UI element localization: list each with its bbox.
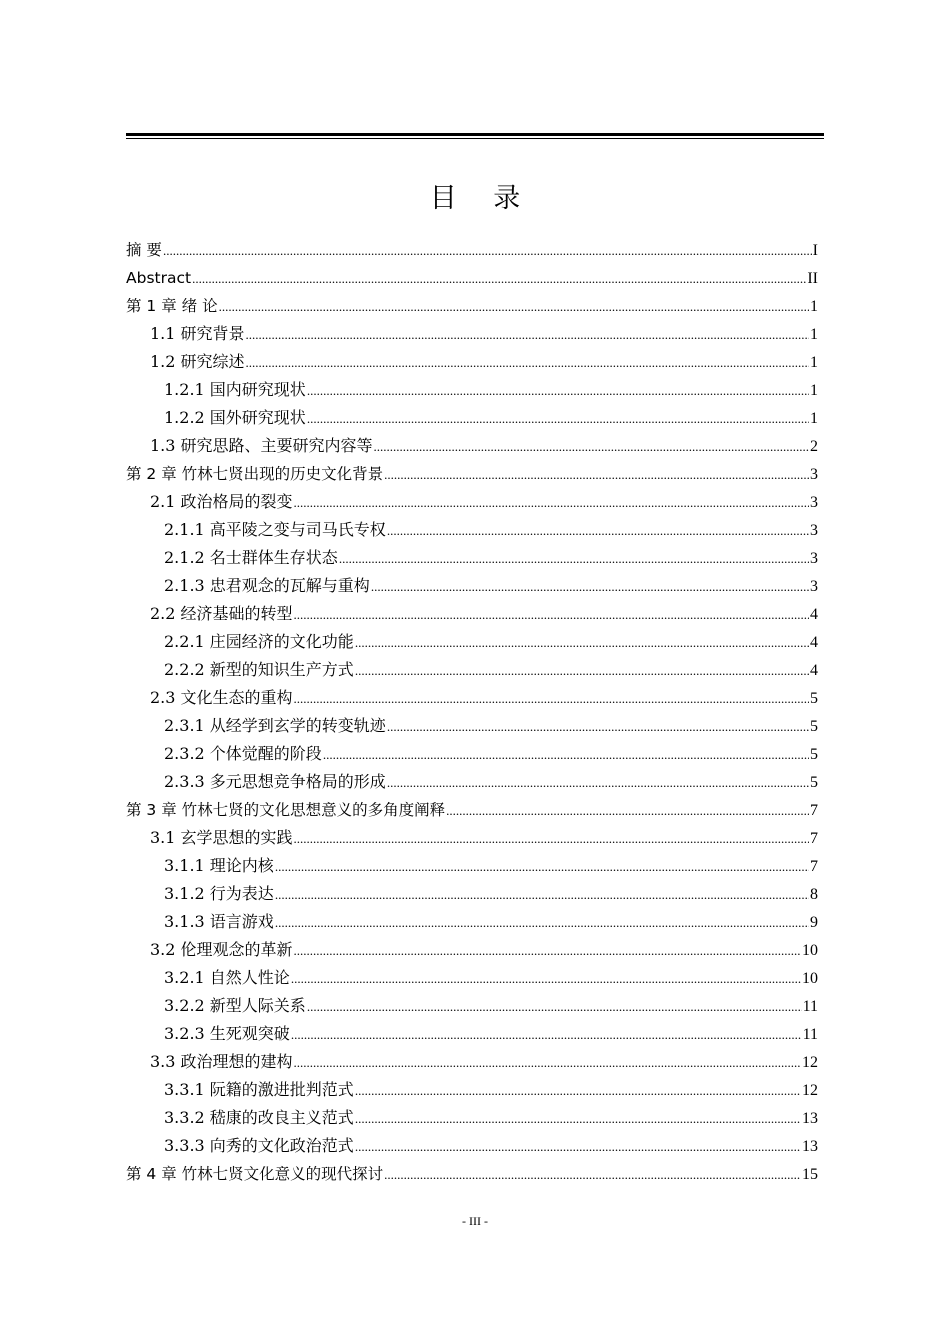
toc-entry-label: 2.1.3 忠君观念的瓦解与重构 [164, 576, 370, 595]
toc-entry[interactable] [126, 712, 818, 740]
toc-entry-page: 1 [810, 382, 818, 399]
toc-entry-label: 1.2.2 国外研究现状 [164, 408, 306, 427]
toc-entry-page: 11 [802, 998, 818, 1015]
toc-entry[interactable] [126, 292, 818, 320]
toc-entry-label: 2.3.3 多元思想竞争格局的形成 [164, 772, 386, 791]
toc-entry[interactable] [126, 348, 818, 376]
toc-entry-label: 3.2 伦理观念的革新 [150, 940, 293, 959]
toc-entry-page: 1 [810, 410, 818, 427]
toc-entry[interactable] [126, 1132, 818, 1160]
header-rule-thick [126, 133, 824, 136]
toc-entry-label: 1.1 研究背景 [150, 324, 245, 343]
toc-entry-page: 1 [810, 354, 818, 371]
toc-leader-dots [446, 797, 809, 825]
toc-leader-dots [246, 349, 809, 377]
toc-entry-page: 2 [810, 438, 818, 455]
toc-leader-dots [355, 1105, 801, 1133]
toc-entry-page: 7 [810, 830, 818, 847]
toc-leader-dots [355, 657, 809, 685]
toc-entry-page: 3 [810, 550, 818, 567]
toc-entry-label: 2.3.2 个体觉醒的阶段 [164, 744, 322, 763]
toc-entry-page: 7 [810, 802, 818, 819]
toc-entry-label: 3.3 政治理想的建构 [150, 1052, 293, 1071]
toc-entry[interactable] [126, 488, 818, 516]
toc-leader-dots [294, 825, 809, 853]
toc-entry-label: 2.2.2 新型的知识生产方式 [164, 660, 354, 679]
toc-leader-dots [291, 1021, 802, 1049]
toc-leader-dots [387, 769, 809, 797]
toc-entry-page: 13 [802, 1138, 818, 1155]
toc-entry[interactable] [126, 404, 818, 432]
toc-entry[interactable] [126, 376, 818, 404]
toc-entry-label: 1.2.1 国内研究现状 [164, 380, 306, 399]
toc-entry[interactable] [126, 516, 818, 544]
toc-entry-label: 2.1.2 名士群体生存状态 [164, 548, 338, 567]
toc-entry[interactable] [126, 1160, 818, 1188]
toc-entry-page: 12 [802, 1082, 818, 1099]
toc-leader-dots [294, 937, 801, 965]
toc-entry[interactable] [126, 656, 818, 684]
table-of-contents [126, 236, 818, 1188]
toc-leader-dots [294, 685, 809, 713]
toc-entry-page: 8 [810, 886, 818, 903]
toc-entry-page: 4 [810, 662, 818, 679]
toc-entry-label: 2.1.1 高平陵之变与司马氏专权 [164, 520, 386, 539]
toc-entry-label: 3.1.3 语言游戏 [164, 912, 274, 931]
toc-leader-dots [387, 517, 809, 545]
toc-entry-page: 5 [810, 718, 818, 735]
toc-leader-dots [355, 1133, 801, 1161]
toc-entry[interactable] [126, 1076, 818, 1104]
toc-leader-dots [371, 573, 809, 601]
toc-entry[interactable] [126, 992, 818, 1020]
toc-entry[interactable] [126, 824, 818, 852]
page-number: - III - [462, 1214, 488, 1228]
toc-entry[interactable] [126, 768, 818, 796]
toc-entry-page: 5 [810, 690, 818, 707]
toc-entry-label: 3.3.3 向秀的文化政治范式 [164, 1136, 354, 1155]
toc-leader-dots [374, 433, 809, 461]
toc-entry-page: 3 [810, 578, 818, 595]
toc-entry-page: I [812, 242, 818, 259]
toc-entry[interactable] [126, 236, 818, 264]
toc-entry-label: 第 1 章 绪 论 [126, 297, 218, 315]
toc-entry-page: 3 [810, 522, 818, 539]
toc-entry[interactable] [126, 964, 818, 992]
toc-entry-label: 3.3.2 嵇康的改良主义范式 [164, 1108, 354, 1127]
toc-leader-dots [275, 881, 809, 909]
toc-leader-dots [219, 293, 809, 321]
toc-entry[interactable] [126, 880, 818, 908]
toc-entry-page: 5 [810, 774, 818, 791]
toc-leader-dots [384, 461, 809, 489]
toc-leader-dots [275, 909, 809, 937]
toc-leader-dots [323, 741, 809, 769]
toc-leader-dots [355, 629, 809, 657]
toc-entry-page: 3 [810, 494, 818, 511]
toc-leader-dots [307, 377, 809, 405]
toc-entry-page: 9 [810, 914, 818, 931]
toc-leader-dots [275, 853, 809, 881]
toc-entry-page: 7 [810, 858, 818, 875]
toc-title: 目 录 [429, 183, 535, 214]
toc-entry-page: II [807, 270, 818, 287]
toc-entry-page: 3 [810, 466, 818, 483]
toc-entry-label: 3.1.2 行为表达 [164, 884, 274, 903]
toc-entry-label: 第 4 章 竹林七贤文化意义的现代探讨 [126, 1165, 384, 1183]
toc-entry-page: 13 [802, 1110, 818, 1127]
toc-entry-page: 10 [802, 942, 818, 959]
toc-leader-dots [291, 965, 801, 993]
toc-leader-dots [307, 405, 809, 433]
toc-entry[interactable] [126, 684, 818, 712]
toc-leader-dots [163, 237, 812, 265]
toc-leader-dots [294, 601, 809, 629]
toc-entry-label: 3.2.1 自然人性论 [164, 968, 290, 987]
toc-entry-label: 1.2 研究综述 [150, 352, 245, 371]
toc-entry[interactable] [126, 908, 818, 936]
toc-entry-label: 2.2 经济基础的转型 [150, 604, 293, 623]
toc-entry-label: 2.3.1 从经学到玄学的转变轨迹 [164, 716, 386, 735]
toc-entry[interactable] [126, 544, 818, 572]
toc-entry-label: 3.2.3 生死观突破 [164, 1024, 290, 1043]
toc-entry[interactable] [126, 264, 818, 292]
toc-entry[interactable] [126, 572, 818, 600]
header-rule-thin [126, 138, 824, 139]
toc-leader-dots [246, 321, 809, 349]
toc-entry-page: 5 [810, 746, 818, 763]
toc-leader-dots [387, 713, 809, 741]
toc-entry[interactable] [126, 600, 818, 628]
toc-entry-label: 摘 要 [126, 241, 162, 259]
toc-entry-page: 15 [802, 1166, 818, 1183]
toc-leader-dots [355, 1077, 801, 1105]
toc-entry-page: 10 [802, 970, 818, 987]
toc-leader-dots [339, 545, 809, 573]
toc-leader-dots [294, 489, 809, 517]
toc-entry-label: Abstract [126, 269, 192, 287]
toc-entry-page: 1 [810, 298, 818, 315]
toc-entry-label: 第 2 章 竹林七贤出现的历史文化背景 [126, 465, 384, 483]
toc-entry-label: 2.1 政治格局的裂变 [150, 492, 293, 511]
toc-entry[interactable] [126, 1020, 818, 1048]
toc-entry[interactable] [126, 628, 818, 656]
toc-entry-label: 2.3 文化生态的重构 [150, 688, 293, 707]
toc-entry-label: 3.2.2 新型人际关系 [164, 996, 306, 1015]
toc-entry-page: 4 [810, 606, 818, 623]
toc-entry-page: 1 [810, 326, 818, 343]
toc-entry[interactable] [126, 796, 818, 824]
toc-entry-label: 2.2.1 庄园经济的文化功能 [164, 632, 354, 651]
toc-entry-label: 3.1 玄学思想的实践 [150, 828, 293, 847]
toc-leader-dots [294, 1049, 801, 1077]
toc-entry-label: 3.1.1 理论内核 [164, 856, 274, 875]
toc-leader-dots [384, 1161, 801, 1189]
toc-entry[interactable] [126, 1048, 818, 1076]
toc-entry-label: 第 3 章 竹林七贤的文化思想意义的多角度阐释 [126, 801, 446, 819]
toc-entry[interactable] [126, 852, 818, 880]
toc-entry-page: 11 [802, 1026, 818, 1043]
toc-entry-label: 1.3 研究思路、主要研究内容等 [150, 436, 373, 455]
toc-entry[interactable] [126, 320, 818, 348]
toc-entry[interactable] [126, 740, 818, 768]
toc-entry-page: 4 [810, 634, 818, 651]
toc-entry[interactable] [126, 460, 818, 488]
toc-entry[interactable] [126, 936, 818, 964]
toc-entry[interactable] [126, 1104, 818, 1132]
toc-entry-page: 12 [802, 1054, 818, 1071]
toc-leader-dots [192, 265, 806, 293]
toc-entry[interactable] [126, 432, 818, 460]
toc-entry-label: 3.3.1 阮籍的激进批判范式 [164, 1080, 354, 1099]
toc-leader-dots [307, 993, 802, 1021]
